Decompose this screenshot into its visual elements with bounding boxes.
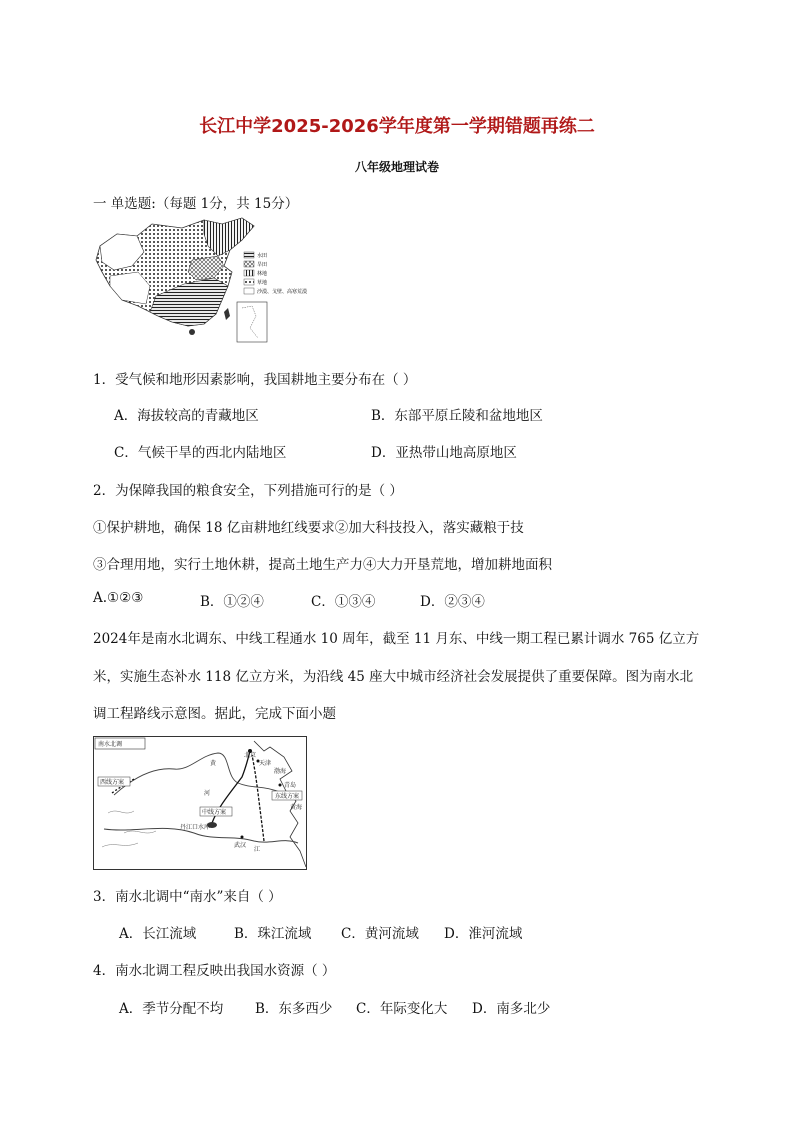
- q4-option-a[interactable]: A．季节分配不均: [119, 1001, 224, 1017]
- label-yellow-sea: 黄海: [290, 804, 303, 811]
- label-qingdao: 青岛: [284, 782, 297, 789]
- exam-subtitle: 八年级地理试卷: [354, 160, 439, 174]
- passage-line-1: 2024年是南水北调东、中线工程通水 10 周年，截至 11 月东、中线一期工程已累计调水 765 亿立方: [93, 631, 700, 647]
- q3-stem: 3．南水北调中“南水”来自（ ）: [93, 889, 282, 905]
- label-reservoir: 丹江口水库: [180, 824, 211, 831]
- legend-paddy: 水田: [257, 253, 268, 259]
- q2-option-a[interactable]: A.①②③: [93, 590, 144, 606]
- legend-forest: 林地: [257, 271, 268, 277]
- label-jiang: 江: [254, 846, 261, 853]
- label-beijing: 北京: [244, 752, 257, 759]
- land-use-map: [92, 216, 342, 346]
- q3-option-a[interactable]: A．长江流域: [119, 926, 197, 942]
- label-bohai: 渤海: [274, 768, 287, 775]
- q1-option-b[interactable]: B．东部平原丘陵和盆地地区: [371, 408, 543, 424]
- q4-stem: 4．南水北调工程反映出我国水资源（ ）: [93, 963, 336, 979]
- label-west-route: 西线方案: [100, 779, 125, 786]
- label-huang: 黄: [210, 760, 217, 767]
- passage-line-3: 调工程路线示意图。据此，完成下面小题: [93, 706, 336, 722]
- passage-line-2: 米，实施生态补水 118 亿立方米，为沿线 45 座大中城市经济社会发展提供了重要保障。图为南水北: [93, 669, 694, 685]
- q3-option-c[interactable]: C．黄河流域: [341, 926, 419, 942]
- exam-title: 长江中学2025-2026学年度第一学期错题再练二: [199, 116, 595, 137]
- label-he: 河: [204, 790, 211, 797]
- wuhan-marker: [241, 836, 244, 839]
- label-wuhan: 武汉: [234, 842, 247, 849]
- land-use-map-graphic: [92, 216, 342, 346]
- q4-option-c[interactable]: C．年际变化大: [356, 1001, 448, 1017]
- q1-option-a[interactable]: A．海拔较高的青藏地区: [114, 408, 259, 424]
- q3-option-d[interactable]: D．淮河流域: [444, 926, 523, 942]
- q2-option-c[interactable]: C．①③④: [311, 594, 376, 610]
- q2-statement-line-2: ③合理用地，实行土地休耕，提高土地生产力④大力开垦荒地，增加耕地面积: [93, 557, 552, 573]
- legend-grassland: 草地: [257, 280, 268, 286]
- legend-desert: 沙漠、戈壁、高寒荒漠: [257, 289, 308, 295]
- q4-option-b[interactable]: B．东多西少: [255, 1001, 333, 1017]
- q2-option-d[interactable]: D．②③④: [420, 594, 485, 610]
- q2-stem: 2．为保障我国的粮食安全，下列措施可行的是（ ）: [93, 483, 403, 499]
- label-middle-route: 中线方案: [202, 809, 227, 816]
- section-heading: 一 单选题:（每题 1分，共 15分）: [93, 196, 299, 212]
- q1-option-d[interactable]: D．亚热带山地高原地区: [371, 445, 517, 461]
- map-legend: [244, 252, 307, 295]
- q1-stem: 1．受气候和地形因素影响，我国耕地主要分布在（ ）: [93, 372, 417, 388]
- water-diversion-map-graphic: [94, 737, 306, 869]
- q3-option-b[interactable]: B．珠江流域: [234, 926, 312, 942]
- q1-option-c[interactable]: C．气候干旱的西北内陆地区: [114, 445, 287, 461]
- label-tianjin: 天津: [259, 760, 272, 767]
- q4-option-d[interactable]: D．南多北少: [472, 1001, 551, 1017]
- south-china-sea-inset: [237, 302, 267, 342]
- q2-option-b[interactable]: B．①②④: [200, 594, 264, 610]
- label-east-route: 东线方案: [275, 793, 300, 800]
- q2-statement-line-1: ①保护耕地，确保 18 亿亩耕地红线要求②加大科技投入，落实藏粮于技: [93, 520, 524, 536]
- water-diversion-map: [93, 736, 307, 870]
- legend-dryland: 旱田: [257, 262, 268, 268]
- map-box-title: 南水北调: [98, 741, 123, 748]
- qingdao-marker: [279, 784, 282, 787]
